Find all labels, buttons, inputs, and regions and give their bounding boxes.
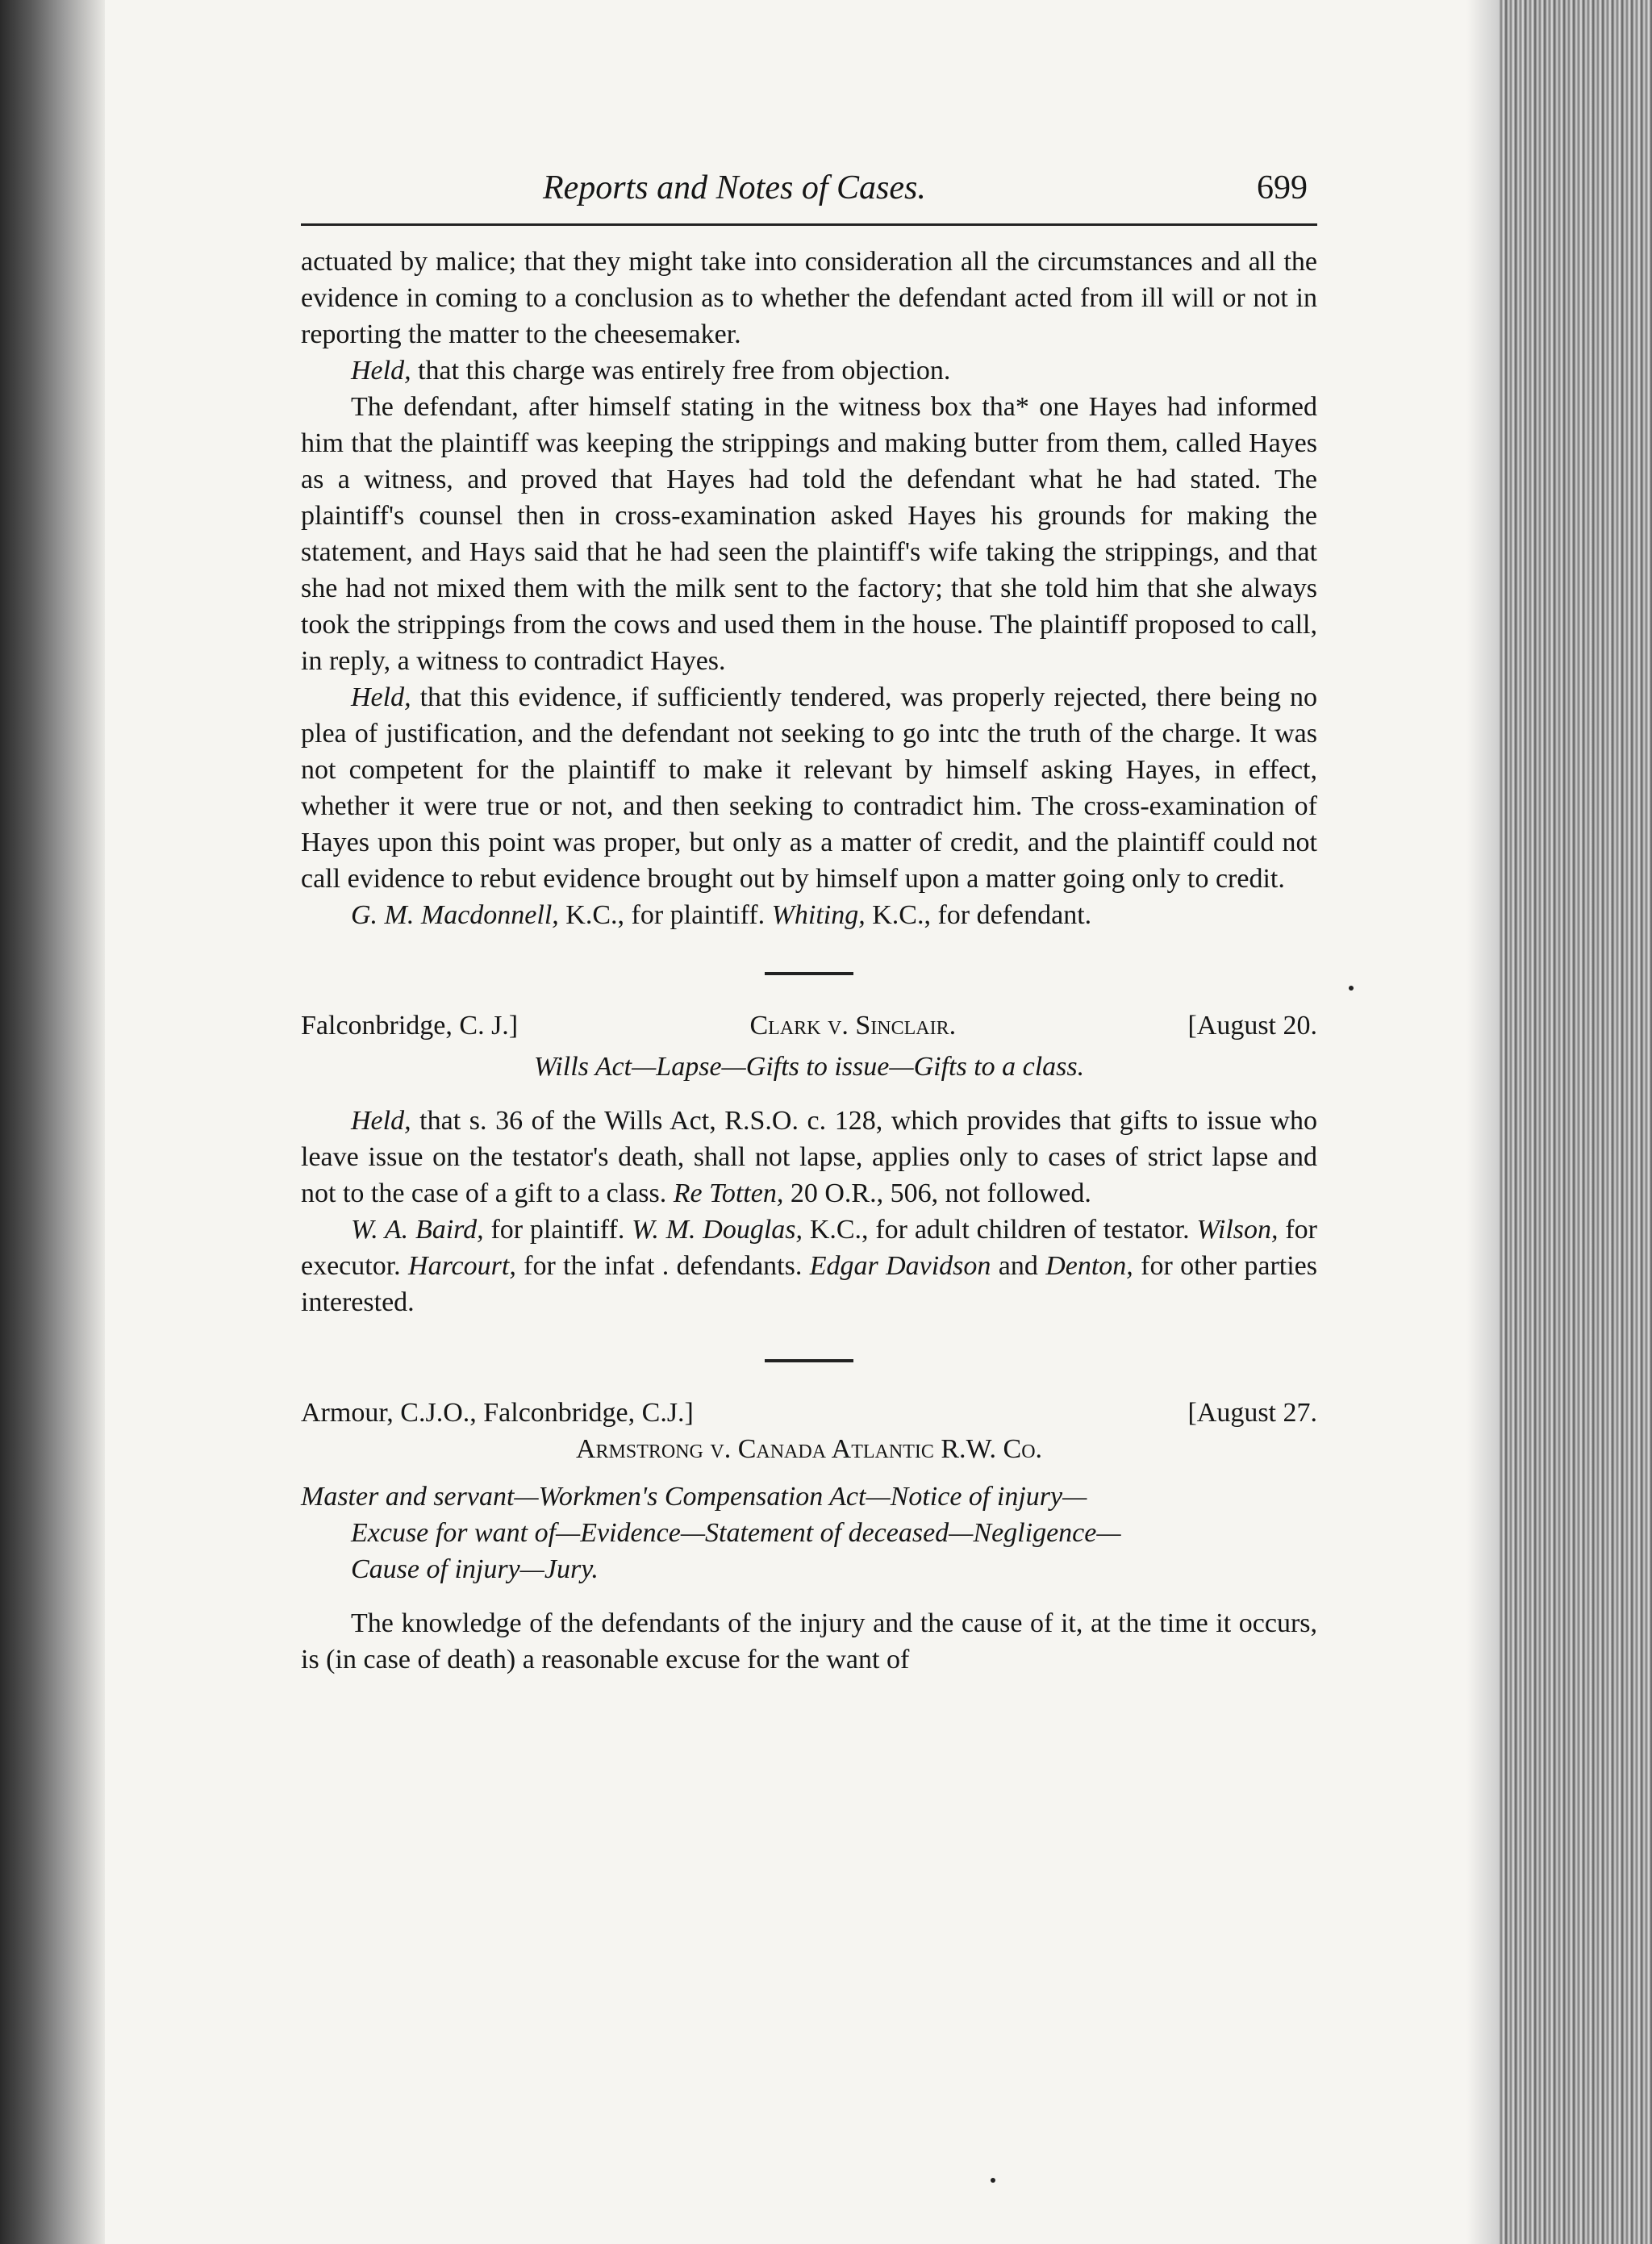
held-label: Held,	[351, 682, 411, 712]
case1-held-1	[301, 352, 1317, 389]
catchwords-line: Master and servant—Workmen's Compensation Act—Notice of injury—	[301, 1482, 1087, 1512]
counsel-role: K.C., for plaintiff.	[558, 900, 772, 930]
counsel-name: Whiting,	[771, 900, 866, 930]
case1-paragraph-2: The defendant, after himself stating in the witness box tha* one Hayes had informed him that the plaintiff was keeping the strippings and making butter from them, called Hayes as a witness, and proved that Hayes had told the defendant what he had stated. The plaintiff's counsel then in cross-examination asked Hayes his grounds for making the statement, and Hays said that he had seen the plaintiff's wife taking the strippings, and that she had not mixed them with the milk sent to the factory; that she told him that she always took the strippings from the cows and used them in the house. The plaintiff proposed to call, in reply, a witness to contradict Hayes.	[301, 392, 1317, 676]
counsel-role: K.C., for defendant.	[865, 900, 1092, 930]
case3-title: Armstrong v. Canada Atlantic R.W. Co.	[575, 1434, 1043, 1464]
held-label: Held,	[351, 356, 411, 386]
counsel-role: for other parties interested.	[301, 1251, 1318, 1317]
counsel-conjunction: and	[991, 1251, 1046, 1281]
scan-speck	[1349, 986, 1354, 991]
case3-catchwords	[301, 1479, 1317, 1587]
counsel-role: K.C., for adult children of testator.	[803, 1215, 1197, 1245]
case-citation: Re Totten,	[673, 1178, 784, 1208]
case1-paragraph-1: actuated by malice; that they might take into consideration all the circumstances and all the evidence in coming to a conclusion as to whether the defendant acted from ill will or not in reporting the matter to the cheesemaker.	[301, 247, 1317, 349]
case1-held-2	[301, 679, 1317, 897]
section-divider	[765, 1359, 853, 1362]
case2-held	[301, 1103, 1317, 1212]
held-text: that this charge was entirely free from objection.	[411, 356, 951, 386]
case2-catchwords: Wills Act—Lapse—Gifts to issue—Gifts to a class.	[533, 1052, 1085, 1082]
scan-speck	[991, 2178, 995, 2183]
case3-heading	[301, 1395, 1317, 1431]
held-label: Held,	[351, 1106, 411, 1136]
case2-date: [August 20.	[1187, 1011, 1317, 1041]
counsel-name: G. M. Macdonnell,	[351, 900, 559, 930]
case3-judges: Armour, C.J.O., Falconbridge, C.J.]	[301, 1398, 694, 1428]
counsel-name: Denton,	[1045, 1251, 1133, 1281]
counsel-role: for plaintiff.	[483, 1215, 632, 1245]
held-text: that s. 36 of the Wills Act, R.S.O. c. 128, which provides that gifts to issue who leave issue on the testator's death, shall not lapse, applies only to cases of strict lapse and not to the case of a gift to a class.	[301, 1106, 1317, 1208]
counsel-name: Wilson,	[1196, 1215, 1279, 1245]
section-divider	[765, 972, 853, 975]
case2-judge: Falconbridge, C. J.]	[301, 1011, 519, 1041]
counsel-name: W. M. Douglas,	[632, 1215, 803, 1245]
counsel-name: Harcourt,	[408, 1251, 516, 1281]
catchwords-line: Cause of injury—Jury.	[351, 1554, 599, 1584]
catchwords-line: Excuse for want of—Evidence—Statement of deceased—Negligence—	[351, 1518, 1121, 1548]
text-column	[301, 165, 1317, 1678]
running-head	[301, 165, 1317, 226]
case3-date: [August 27.	[1187, 1398, 1317, 1428]
running-title: Reports and Notes of Cases.	[543, 169, 926, 206]
case2-heading	[301, 1007, 1317, 1044]
counsel-name: W. A. Baird,	[351, 1215, 484, 1245]
case3-paragraph-1: The knowledge of the defendants of the injury and the cause of it, at the time it occurs, is (in case of death) a reasonable excuse for the want of	[301, 1608, 1317, 1675]
page-number: 699	[1257, 169, 1308, 206]
book-gutter-shadow	[0, 0, 105, 2244]
held-text: that this evidence, if sufficiently tendered, was properly rejected, there being no plea of justification, and the defendant not seeking to go intc the truth of the charge. It was not competent for the plaintiff to make it relevant by himself asking Hayes, in effect, whether it were true or not, and then seeking to contradict him. The cross-examination of Hayes upon this point was proper, but only as a matter of credit, and the plaintiff could not call evidence to rebut evidence brought out by himself upon a matter going only to credit.	[301, 682, 1317, 894]
case-citation-rest: 20 O.R., 506, not followed.	[783, 1178, 1091, 1208]
counsel-name: Edgar Davidson	[809, 1251, 991, 1281]
case2-title: Clark v. Sinclair.	[749, 1011, 957, 1041]
page-edge-shadow	[1466, 0, 1499, 2244]
book-page-edges	[1499, 0, 1652, 2244]
case2-counsel	[301, 1212, 1317, 1320]
case1-counsel	[301, 897, 1317, 933]
counsel-role: for the infat . defendants.	[515, 1251, 810, 1281]
counsel-role: for executor.	[301, 1215, 1317, 1281]
